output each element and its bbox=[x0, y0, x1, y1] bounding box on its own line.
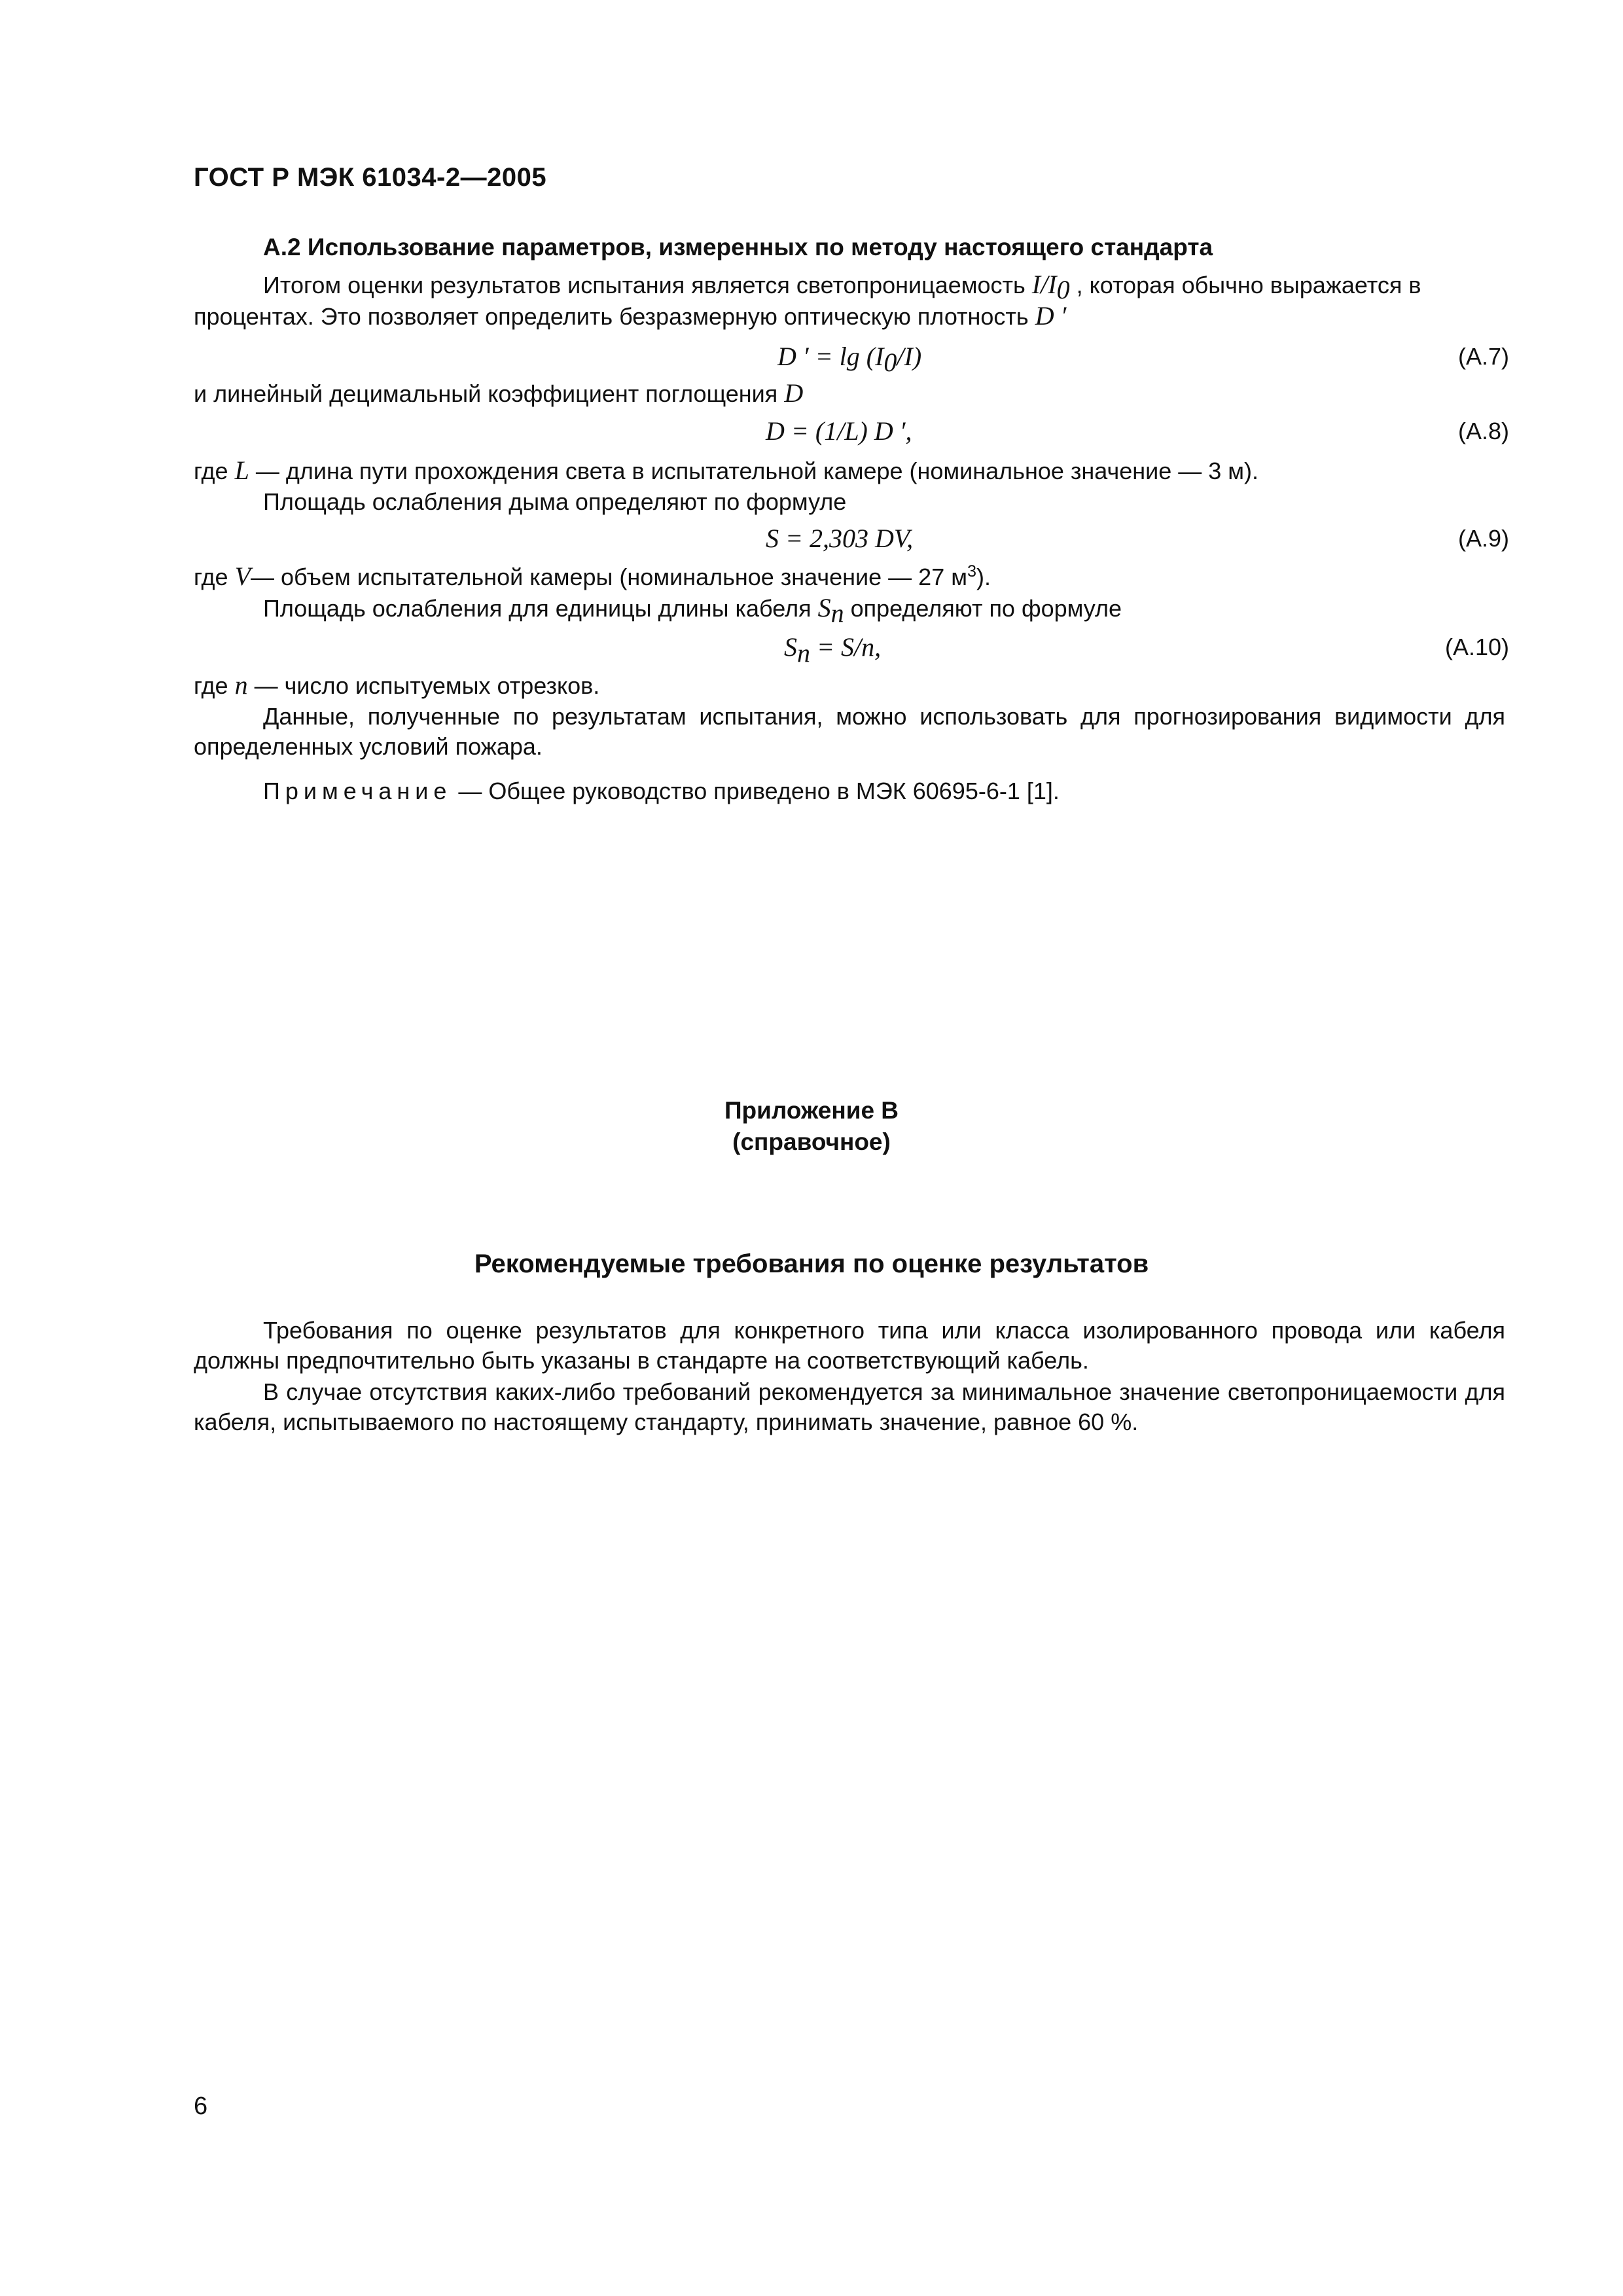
formula-subscript: 0 bbox=[883, 348, 897, 377]
text: , которая обычно выражается в bbox=[1076, 272, 1421, 298]
paragraph: В случае отсутствия каких-либо требований рекомендуется за минимальное значение светопроницаемости для кабеля, испытываемого по настоящему стандарту, принимать значение, равное 60 %. bbox=[194, 1378, 1505, 1435]
equation-number: (A.7) bbox=[1457, 343, 1509, 370]
paragraph-line bbox=[194, 301, 1509, 332]
text: определяют по формуле bbox=[850, 595, 1122, 622]
paragraph: Данные, полученные по результатам испытания, можно использовать для прогнозирования видимости для определенных условий пожара. bbox=[194, 703, 1505, 760]
superscript: 3 bbox=[967, 562, 976, 581]
paragraph-line bbox=[194, 456, 1509, 486]
symbol: I/I bbox=[1031, 270, 1057, 299]
subscript: 0 bbox=[1056, 275, 1070, 305]
paragraph-line bbox=[194, 378, 1509, 409]
text: где bbox=[194, 564, 228, 590]
note-text: — Общее руководство приведено в МЭК 60695-6-1 [1]. bbox=[458, 778, 1060, 804]
formula-a8: D = (1/L) D ′, bbox=[766, 416, 912, 446]
appendix-title: Приложение В bbox=[724, 1097, 899, 1124]
document-header: ГОСТ Р МЭК 61034-2—2005 bbox=[194, 163, 547, 192]
symbol: V bbox=[234, 562, 251, 591]
symbol: n bbox=[234, 670, 248, 700]
symbol: D ′ bbox=[1035, 301, 1067, 331]
text: ). bbox=[976, 564, 991, 590]
symbol: S bbox=[817, 593, 831, 622]
note bbox=[263, 776, 1509, 806]
formula-part: /I) bbox=[897, 342, 922, 371]
formula-part: = S/n, bbox=[810, 632, 882, 662]
text: Итогом оценки результатов испытания является светопроницаемость bbox=[263, 272, 1026, 298]
paragraph-line bbox=[263, 593, 1509, 628]
text: — объем испытательной камеры (номинальное значение — 27 м bbox=[251, 564, 967, 590]
text: — число испытуемых отрезков. bbox=[254, 672, 600, 699]
appendix-heading: Рекомендуемые требования по оценке результатов bbox=[474, 1249, 1149, 1278]
page-number: 6 bbox=[194, 2092, 208, 2120]
equation-number: (A.9) bbox=[1457, 525, 1509, 552]
equation-number: (A.8) bbox=[1457, 418, 1509, 444]
paragraph-line bbox=[194, 562, 1509, 592]
text: процентах. Это позволяет определить безразмерную оптическую плотность bbox=[194, 303, 1029, 330]
text: — длина пути прохождения света в испытательной камере (номинальное значение — 3 м). bbox=[255, 457, 1259, 484]
note-label: Примечание bbox=[263, 778, 452, 804]
formula-a7 bbox=[777, 342, 922, 377]
paragraph-line bbox=[194, 670, 1509, 701]
formula-subscript: n bbox=[797, 638, 810, 668]
formula-part: S bbox=[784, 632, 797, 662]
paragraph-line: Площадь ослабления дыма определяют по формуле bbox=[263, 488, 847, 515]
text: где bbox=[194, 457, 228, 484]
equation-number: (A.10) bbox=[1444, 634, 1509, 660]
formula-a9: S = 2,303 DV, bbox=[766, 524, 914, 553]
appendix-kind: (справочное) bbox=[732, 1128, 891, 1155]
paragraph: Требования по оценке результатов для конкретного типа или класса изолированного провода или кабеля должны предпочтительно быть указаны в стандарте на соответствующий кабель. bbox=[194, 1317, 1505, 1374]
formula-a10 bbox=[784, 632, 882, 668]
paragraph-line bbox=[263, 270, 1509, 305]
formula-part: D ′ = lg ( bbox=[777, 342, 876, 371]
text: Площадь ослабления для единицы длины кабеля bbox=[263, 595, 812, 622]
section-title: А.2 Использование параметров, измеренных по методу настоящего стандарта bbox=[263, 234, 1213, 260]
symbol: D bbox=[784, 378, 804, 408]
symbol: L bbox=[234, 456, 249, 485]
text: и линейный децимальный коэффициент поглощения bbox=[194, 380, 778, 407]
subscript: n bbox=[830, 598, 844, 628]
formula-part: I bbox=[875, 342, 884, 371]
text: где bbox=[194, 672, 228, 699]
